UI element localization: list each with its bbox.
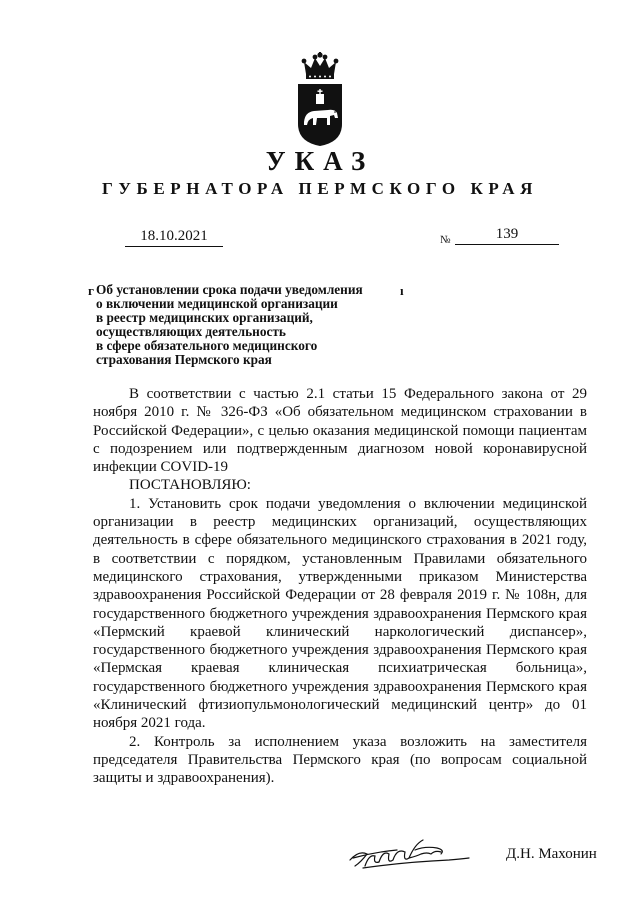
decree-word: ПОСТАНОВЛЯЮ:	[129, 477, 251, 494]
heading-line: осуществляющих деятельность	[96, 323, 286, 339]
item-1-paragraph: 1. Установить срок подачи уведомления о включении медицинской организации в реестр медицинских организаций, осуществляющих деятельность в сфере обязательного медицинского страхования в 2021 году, в соответствии с порядком, установленным Правилами обязательного медицинского страхования, утвержденными приказом Министерства здравоохранения Российской Федерации от 28 февраля 2019 г. № 108н, для государственного бюджетного учреждения здравоохранения Пермского края «Пермский краевой клинический наркологический диспансер», государственного бюджетного учреждения здравоохранения Пермского края «Пермская краевая клиническая психиатрическая больница», государственного бюджетного учреждения здравоохранения Пермского края «Клинический фтизиопульмонологический медицинский центр» до 01 ноября 2021 года.	[93, 495, 587, 732]
preamble-paragraph: В соответствии с частью 2.1 статьи 15 Федерального закона от 29 ноября 2010 г. № 326-ФЗ «Об обязательном медицинском страховании в Российской Федерации», с целью оказания медицинской помощи пациентам с подозрением или подтвержденным диагнозом новой коронавирусной инфекции COVID-19	[93, 386, 587, 476]
decree-heading	[88, 282, 416, 367]
heading-line: в сфере обязательного медицинского	[96, 337, 318, 353]
heading-bracket-right: ı	[400, 283, 404, 298]
number-label: №	[440, 234, 451, 246]
document-title: УКАЗ	[265, 146, 375, 176]
signature-image	[345, 832, 470, 874]
signer-name: Д.Н. Махонин	[506, 846, 597, 862]
heading-line: страхования Пермского края	[96, 351, 272, 367]
heading-line: Об установлении срока подачи уведомления	[96, 282, 363, 297]
coat-of-arms-icon	[290, 52, 350, 148]
heading-line: в реестр медицинских организаций,	[96, 309, 313, 325]
document-subtitle: ГУБЕРНАТОРА ПЕРМСКОГО КРАЯ	[102, 179, 538, 198]
heading-line: о включении медицинской организации	[96, 295, 338, 311]
item-2-paragraph: 2. Контроль за исполнением указа возложить на заместителя председателя Правительства Пермского края (по вопросам социальной защиты и здравоохранения).	[93, 733, 587, 787]
decree-date: 18.10.2021	[125, 228, 223, 247]
decree-body	[93, 385, 587, 788]
decree-number: 139	[455, 226, 559, 245]
heading-bracket-left: г	[88, 283, 94, 298]
